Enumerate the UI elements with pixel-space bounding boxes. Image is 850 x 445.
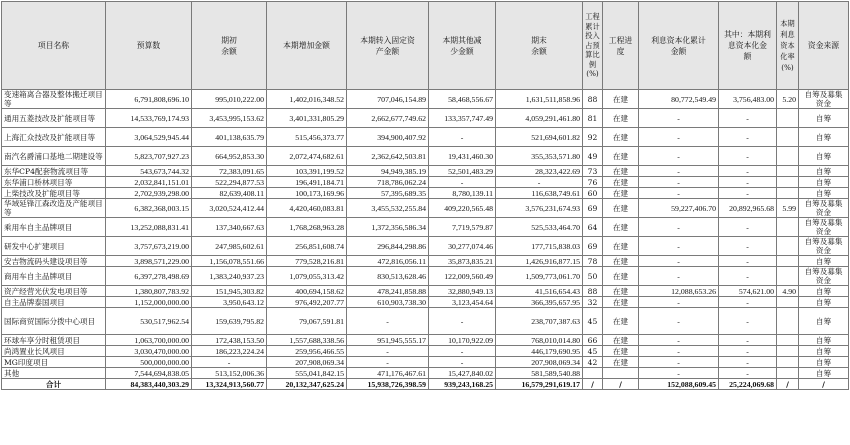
cell-transfer: 296,844,298.86 — [347, 237, 429, 256]
cell-budget: 530,517,962.54 — [106, 308, 192, 335]
header-source: 资金来源 — [799, 2, 849, 90]
cell-opening: 159,639,795.82 — [192, 308, 267, 335]
cell-interest-rate — [777, 218, 799, 237]
cell-budget: 3,030,470,000.00 — [106, 346, 192, 357]
cell-closing: 41,516,654.43 — [496, 286, 583, 297]
table-row — [2, 368, 849, 379]
cell-interest-cumulative: - — [639, 147, 719, 166]
cell-increase: 779,528,216.81 — [267, 256, 347, 267]
cell-increase: 1,557,688,338.56 — [267, 335, 347, 346]
cell-increase: 256,851,608.74 — [267, 237, 347, 256]
cell-other-decrease: 52,501,483.29 — [429, 166, 496, 177]
cell-interest-rate — [777, 166, 799, 177]
cell-increase: 207,908,069.34 — [267, 357, 347, 368]
cell-budget: 6,382,368,003.15 — [106, 199, 192, 218]
cell-interest-rate — [777, 237, 799, 256]
cell-other-decrease: 8,780,139.11 — [429, 188, 496, 199]
cell-name: 上海汇众技改及扩能项目等 — [2, 128, 106, 147]
cell-other-decrease: 133,357,747.49 — [429, 109, 496, 128]
cell-interest-period: - — [719, 335, 777, 346]
cell-other-decrease: 15,427,840.02 — [429, 368, 496, 379]
cell-ratio: 69 — [583, 237, 603, 256]
cell-interest-cumulative: - — [639, 297, 719, 308]
cell-budget: 3,898,571,229.00 — [106, 256, 192, 267]
cell-budget: 5,823,707,927.23 — [106, 147, 192, 166]
cell-closing: 28,323,422.69 — [496, 166, 583, 177]
cell-budget: 3,757,673,219.00 — [106, 237, 192, 256]
total-budget: 84,383,440,303.29 — [106, 379, 192, 390]
cell-interest-rate — [777, 128, 799, 147]
cell-increase: 1,402,016,348.52 — [267, 90, 347, 109]
cell-transfer: 3,455,532,255.84 — [347, 199, 429, 218]
cell-interest-period: - — [719, 166, 777, 177]
cell-closing: 116,638,749.61 — [496, 188, 583, 199]
cell-ratio: 81 — [583, 109, 603, 128]
cell-closing: 355,353,571.80 — [496, 147, 583, 166]
cell-name: 商用车自主品牌项目 — [2, 267, 106, 286]
cell-interest-period: - — [719, 147, 777, 166]
cell-interest-cumulative: - — [639, 218, 719, 237]
cell-interest-rate — [777, 357, 799, 368]
header-progress: 工程进 度 — [603, 2, 639, 90]
cell-opening: 522,294,877.53 — [192, 177, 267, 188]
cell-transfer: 394,900,407.92 — [347, 128, 429, 147]
cell-source: 自筹 — [799, 166, 849, 177]
total-row — [2, 379, 849, 390]
cell-closing: 238,707,387.63 — [496, 308, 583, 335]
cell-increase: 259,956,466.55 — [267, 346, 347, 357]
cell-name: 环球车享分时租赁项目 — [2, 335, 106, 346]
cell-interest-period: - — [719, 128, 777, 147]
cell-source: 自筹 — [799, 256, 849, 267]
cell-other-decrease: - — [429, 308, 496, 335]
cell-opening: 995,010,222.00 — [192, 90, 267, 109]
cell-opening: 664,952,853.30 — [192, 147, 267, 166]
total-other-decrease: 939,243,168.25 — [429, 379, 496, 390]
cell-progress: 在建 — [603, 166, 639, 177]
cell-progress: 在建 — [603, 308, 639, 335]
cell-opening: 1,383,240,937.23 — [192, 267, 267, 286]
cell-name: 通用五菱技改及扩能项目等 — [2, 109, 106, 128]
cell-ratio: 69 — [583, 199, 603, 218]
cell-other-decrease: 122,009,560.49 — [429, 267, 496, 286]
cell-increase: 103,391,199.52 — [267, 166, 347, 177]
cell-name: 自主品牌泰国项目 — [2, 297, 106, 308]
cell-closing: 1,631,511,858.96 — [496, 90, 583, 109]
cell-closing: 525,533,464.70 — [496, 218, 583, 237]
cell-closing: 768,010,014.80 — [496, 335, 583, 346]
cell-name: 华域延锋江森改造及产能项目等 — [2, 199, 106, 218]
cell-interest-cumulative: - — [639, 237, 719, 256]
cell-interest-period: - — [719, 188, 777, 199]
header-budget: 预算数 — [106, 2, 192, 90]
cell-source: 自筹及募集资金 — [799, 199, 849, 218]
cell-transfer: 57,395,689.35 — [347, 188, 429, 199]
cell-name: 安吉物流码头建设项目等 — [2, 256, 106, 267]
cell-closing: 177,715,838.03 — [496, 237, 583, 256]
cell-transfer: 718,786,062.24 — [347, 177, 429, 188]
total-transfer: 15,938,726,398.59 — [347, 379, 429, 390]
cell-interest-rate — [777, 256, 799, 267]
cell-name: 上柴技改及扩能项目等 — [2, 188, 106, 199]
cell-increase: 4,420,460,083.81 — [267, 199, 347, 218]
cell-name: 东华CP4配套物流项目等 — [2, 166, 106, 177]
cell-interest-rate — [777, 147, 799, 166]
cell-interest-rate — [777, 297, 799, 308]
cell-other-decrease: - — [429, 346, 496, 357]
cell-opening: 3,453,995,153.62 — [192, 109, 267, 128]
cell-interest-cumulative: - — [639, 177, 719, 188]
cell-budget: 14,533,769,174.93 — [106, 109, 192, 128]
table-row — [2, 256, 849, 267]
cell-source: 自筹及募集资金 — [799, 267, 849, 286]
cell-progress: 在建 — [603, 199, 639, 218]
cell-transfer: 830,513,628.46 — [347, 267, 429, 286]
cell-progress: 在建 — [603, 188, 639, 199]
table-row — [2, 357, 849, 368]
cell-interest-cumulative: - — [639, 188, 719, 199]
cell-other-decrease: - — [429, 128, 496, 147]
cell-ratio: 32 — [583, 297, 603, 308]
cell-interest-cumulative: - — [639, 357, 719, 368]
header-opening: 期初 余额 — [192, 2, 267, 90]
cell-interest-cumulative: - — [639, 346, 719, 357]
cell-other-decrease: - — [429, 177, 496, 188]
cell-opening: 186,223,224.24 — [192, 346, 267, 357]
cell-ratio: 45 — [583, 346, 603, 357]
cell-interest-rate — [777, 109, 799, 128]
cell-progress: 在建 — [603, 147, 639, 166]
cell-increase: 196,491,184.71 — [267, 177, 347, 188]
table-row — [2, 286, 849, 297]
cell-interest-period: - — [719, 177, 777, 188]
cell-budget: 6,397,278,498.69 — [106, 267, 192, 286]
cell-progress: 在建 — [603, 335, 639, 346]
cell-source: 自筹 — [799, 308, 849, 335]
cell-transfer: 2,362,642,503.81 — [347, 147, 429, 166]
cell-increase: 1,079,055,313.42 — [267, 267, 347, 286]
cell-progress: 在建 — [603, 90, 639, 109]
cell-other-decrease: 10,170,922.09 — [429, 335, 496, 346]
table-row — [2, 147, 849, 166]
cell-interest-cumulative: - — [639, 166, 719, 177]
cell-interest-cumulative: - — [639, 267, 719, 286]
cell-source: 自筹及募集资金 — [799, 218, 849, 237]
cell-transfer: 471,176,467.61 — [347, 368, 429, 379]
cell-source: 自筹 — [799, 335, 849, 346]
cell-source: 自筹 — [799, 368, 849, 379]
header-interest-cumulative: 利息资本化累计 金额 — [639, 2, 719, 90]
table-row — [2, 297, 849, 308]
cell-increase: 2,072,474,682.61 — [267, 147, 347, 166]
cell-source: 自筹 — [799, 128, 849, 147]
cell-increase: 976,492,207.77 — [267, 297, 347, 308]
cell-ratio: 50 — [583, 267, 603, 286]
table-body — [2, 90, 849, 379]
cell-source: 自筹 — [799, 297, 849, 308]
cell-interest-rate: 5.99 — [777, 199, 799, 218]
table-row — [2, 346, 849, 357]
cell-name: MG印度项目 — [2, 357, 106, 368]
cell-name: 乘用车自主品牌项目 — [2, 218, 106, 237]
cell-interest-period: - — [719, 308, 777, 335]
table-header-row — [2, 2, 849, 90]
table-row — [2, 177, 849, 188]
header-ratio: 工程 累计 投入 占预 算比 例 (%) — [583, 2, 603, 90]
cell-name: 资产经营光伏发电项目等 — [2, 286, 106, 297]
cell-interest-cumulative: - — [639, 335, 719, 346]
cell-opening: 137,340,667.63 — [192, 218, 267, 237]
cell-other-decrease: 409,220,565.48 — [429, 199, 496, 218]
cell-progress: 在建 — [603, 346, 639, 357]
cell-ratio: 73 — [583, 166, 603, 177]
cell-ratio: 88 — [583, 286, 603, 297]
cell-source: 自筹 — [799, 346, 849, 357]
cell-budget: 543,673,744.32 — [106, 166, 192, 177]
cell-opening: - — [192, 357, 267, 368]
cell-interest-cumulative: - — [639, 308, 719, 335]
cell-interest-rate — [777, 308, 799, 335]
cell-progress: 在建 — [603, 286, 639, 297]
cell-progress: 在建 — [603, 177, 639, 188]
cell-source: 自筹 — [799, 177, 849, 188]
total-closing: 16,579,291,619.17 — [496, 379, 583, 390]
cell-interest-period: - — [719, 256, 777, 267]
cell-interest-rate: 5.20 — [777, 90, 799, 109]
cell-interest-period: - — [719, 109, 777, 128]
header-name: 项目名称 — [2, 2, 106, 90]
cell-ratio: 76 — [583, 177, 603, 188]
cell-increase: 3,401,331,805.29 — [267, 109, 347, 128]
cell-progress: 在建 — [603, 128, 639, 147]
cell-closing: 1,426,916,877.15 — [496, 256, 583, 267]
cell-other-decrease: 7,719,579.87 — [429, 218, 496, 237]
cell-closing: 366,395,657.95 — [496, 297, 583, 308]
cell-budget: 3,064,529,945.44 — [106, 128, 192, 147]
cell-interest-cumulative: - — [639, 256, 719, 267]
cell-opening: 3,020,524,412.44 — [192, 199, 267, 218]
cell-source: 自筹 — [799, 286, 849, 297]
cell-interest-cumulative: - — [639, 368, 719, 379]
cell-closing: 3,576,231,674.93 — [496, 199, 583, 218]
cell-name: 南汽名爵浦口基地二期建设等 — [2, 147, 106, 166]
cell-transfer: 472,816,056.11 — [347, 256, 429, 267]
cell-other-decrease: 58,468,556.67 — [429, 90, 496, 109]
cell-source: 自筹 — [799, 357, 849, 368]
cell-ratio: 45 — [583, 308, 603, 335]
cell-closing: 1,509,773,061.70 — [496, 267, 583, 286]
header-transfer: 本期转入固定资 产金额 — [347, 2, 429, 90]
cell-transfer: - — [347, 346, 429, 357]
cell-source: 自筹 — [799, 109, 849, 128]
cell-source: 自筹及募集资金 — [799, 237, 849, 256]
cell-budget: 2,702,939,298.00 — [106, 188, 192, 199]
construction-in-progress-table — [1, 1, 849, 390]
cell-interest-period: - — [719, 237, 777, 256]
total-progress: / — [603, 379, 639, 390]
table-row — [2, 267, 849, 286]
cell-ratio: 88 — [583, 90, 603, 109]
cell-transfer: - — [347, 357, 429, 368]
cell-ratio: 66 — [583, 335, 603, 346]
cell-interest-period: - — [719, 267, 777, 286]
cell-name: 研发中心扩建项目 — [2, 237, 106, 256]
table-row — [2, 308, 849, 335]
cell-budget: 6,791,808,696.10 — [106, 90, 192, 109]
cell-transfer: - — [347, 308, 429, 335]
cell-other-decrease: 32,880,949.13 — [429, 286, 496, 297]
cell-other-decrease: - — [429, 357, 496, 368]
cell-closing: 207,908,069.34 — [496, 357, 583, 368]
cell-interest-cumulative: - — [639, 109, 719, 128]
cell-budget: 1,063,700,000.00 — [106, 335, 192, 346]
cell-opening: 401,138,635.79 — [192, 128, 267, 147]
cell-interest-period: 574,621.00 — [719, 286, 777, 297]
cell-name: 东华浦口桥林项目等 — [2, 177, 106, 188]
cell-interest-rate — [777, 368, 799, 379]
cell-interest-cumulative: 59,227,406.70 — [639, 199, 719, 218]
cell-interest-rate — [777, 267, 799, 286]
cell-ratio: 49 — [583, 147, 603, 166]
cell-other-decrease: 3,123,454.64 — [429, 297, 496, 308]
cell-transfer: 2,662,677,749.62 — [347, 109, 429, 128]
cell-closing: - — [496, 177, 583, 188]
cell-transfer: 478,241,858.88 — [347, 286, 429, 297]
header-closing: 期末 余额 — [496, 2, 583, 90]
cell-budget: 500,000,000.00 — [106, 357, 192, 368]
cell-interest-period: - — [719, 297, 777, 308]
cell-interest-period: - — [719, 346, 777, 357]
total-increase: 20,132,347,625.24 — [267, 379, 347, 390]
cell-interest-rate — [777, 335, 799, 346]
table-row — [2, 188, 849, 199]
cell-opening: 247,985,602.61 — [192, 237, 267, 256]
cell-transfer: 610,903,738.30 — [347, 297, 429, 308]
cell-other-decrease: 19,431,460.30 — [429, 147, 496, 166]
cell-budget: 1,152,000,000.00 — [106, 297, 192, 308]
cell-progress: 在建 — [603, 109, 639, 128]
cell-interest-rate — [777, 346, 799, 357]
cell-source: 自筹 — [799, 147, 849, 166]
cell-interest-period: - — [719, 357, 777, 368]
cell-closing: 581,589,540.88 — [496, 368, 583, 379]
table-row — [2, 218, 849, 237]
cell-name: 国际商贸国际分拨中心项目 — [2, 308, 106, 335]
cell-progress: 在建 — [603, 218, 639, 237]
cell-source: 自筹及募集资金 — [799, 90, 849, 109]
cell-interest-cumulative: 12,088,653.26 — [639, 286, 719, 297]
cell-interest-cumulative: 80,772,549.49 — [639, 90, 719, 109]
cell-transfer: 707,046,154.89 — [347, 90, 429, 109]
cell-transfer: 94,949,385.19 — [347, 166, 429, 177]
cell-progress: 在建 — [603, 357, 639, 368]
cell-increase: 100,173,169.96 — [267, 188, 347, 199]
cell-closing: 521,694,601.82 — [496, 128, 583, 147]
total-interest-cumulative: 152,088,609.45 — [639, 379, 719, 390]
cell-ratio: 42 — [583, 357, 603, 368]
table-row — [2, 199, 849, 218]
cell-closing: 446,179,690.95 — [496, 346, 583, 357]
cell-transfer: 1,372,356,586.34 — [347, 218, 429, 237]
header-other-decrease: 本期其他减 少金额 — [429, 2, 496, 90]
header-interest-rate: 本期 利息 资本 化率 (%) — [777, 2, 799, 90]
cell-opening: 1,156,078,551.66 — [192, 256, 267, 267]
cell-ratio: 64 — [583, 218, 603, 237]
cell-opening: 3,950,643.12 — [192, 297, 267, 308]
cell-progress: 在建 — [603, 267, 639, 286]
cell-opening: 72,383,091.65 — [192, 166, 267, 177]
cell-progress: 在建 — [603, 297, 639, 308]
total-opening: 13,324,913,560.77 — [192, 379, 267, 390]
total-ratio: / — [583, 379, 603, 390]
cell-interest-cumulative: - — [639, 128, 719, 147]
cell-ratio — [583, 368, 603, 379]
cell-increase: 515,456,373.77 — [267, 128, 347, 147]
table-container — [1, 1, 849, 390]
table-row — [2, 90, 849, 109]
cell-ratio: 92 — [583, 128, 603, 147]
total-interest-period: 25,224,069.68 — [719, 379, 777, 390]
cell-interest-rate — [777, 188, 799, 199]
header-interest-period: 其中：本期利 息资本化金 额 — [719, 2, 777, 90]
cell-opening: 82,639,408.11 — [192, 188, 267, 199]
header-increase: 本期增加金额 — [267, 2, 347, 90]
cell-interest-period: 3,756,483.00 — [719, 90, 777, 109]
cell-ratio: 78 — [583, 256, 603, 267]
cell-progress: 在建 — [603, 237, 639, 256]
cell-interest-period: - — [719, 368, 777, 379]
cell-interest-period: - — [719, 218, 777, 237]
cell-budget: 13,252,088,831.41 — [106, 218, 192, 237]
cell-name: 尚鸿置业长风项目 — [2, 346, 106, 357]
cell-transfer: 951,945,555.17 — [347, 335, 429, 346]
cell-opening: 513,152,006.36 — [192, 368, 267, 379]
cell-budget: 2,032,841,151.01 — [106, 177, 192, 188]
table-row — [2, 166, 849, 177]
cell-name: 变速箱离合器及整体搬迁项目等 — [2, 90, 106, 109]
cell-progress — [603, 368, 639, 379]
cell-ratio: 60 — [583, 188, 603, 199]
cell-increase: 555,041,842.15 — [267, 368, 347, 379]
cell-other-decrease: 35,873,835.21 — [429, 256, 496, 267]
cell-increase: 79,067,591.81 — [267, 308, 347, 335]
cell-name: 其他 — [2, 368, 106, 379]
cell-increase: 1,768,268,963.28 — [267, 218, 347, 237]
cell-interest-rate: 4.90 — [777, 286, 799, 297]
table-row — [2, 335, 849, 346]
total-source: / — [799, 379, 849, 390]
table-row — [2, 109, 849, 128]
cell-budget: 7,544,694,838.05 — [106, 368, 192, 379]
cell-increase: 400,694,158.62 — [267, 286, 347, 297]
cell-other-decrease: 30,277,074.46 — [429, 237, 496, 256]
total-label: 合计 — [2, 379, 106, 390]
table-row — [2, 128, 849, 147]
cell-closing: 4,059,291,461.80 — [496, 109, 583, 128]
cell-interest-rate — [777, 177, 799, 188]
cell-interest-period: 20,892,965.68 — [719, 199, 777, 218]
cell-budget: 1,380,807,783.92 — [106, 286, 192, 297]
table-row — [2, 237, 849, 256]
cell-progress: 在建 — [603, 256, 639, 267]
cell-source: 自筹 — [799, 188, 849, 199]
total-interest-rate: / — [777, 379, 799, 390]
cell-opening: 151,945,303.82 — [192, 286, 267, 297]
cell-opening: 172,438,153.50 — [192, 335, 267, 346]
